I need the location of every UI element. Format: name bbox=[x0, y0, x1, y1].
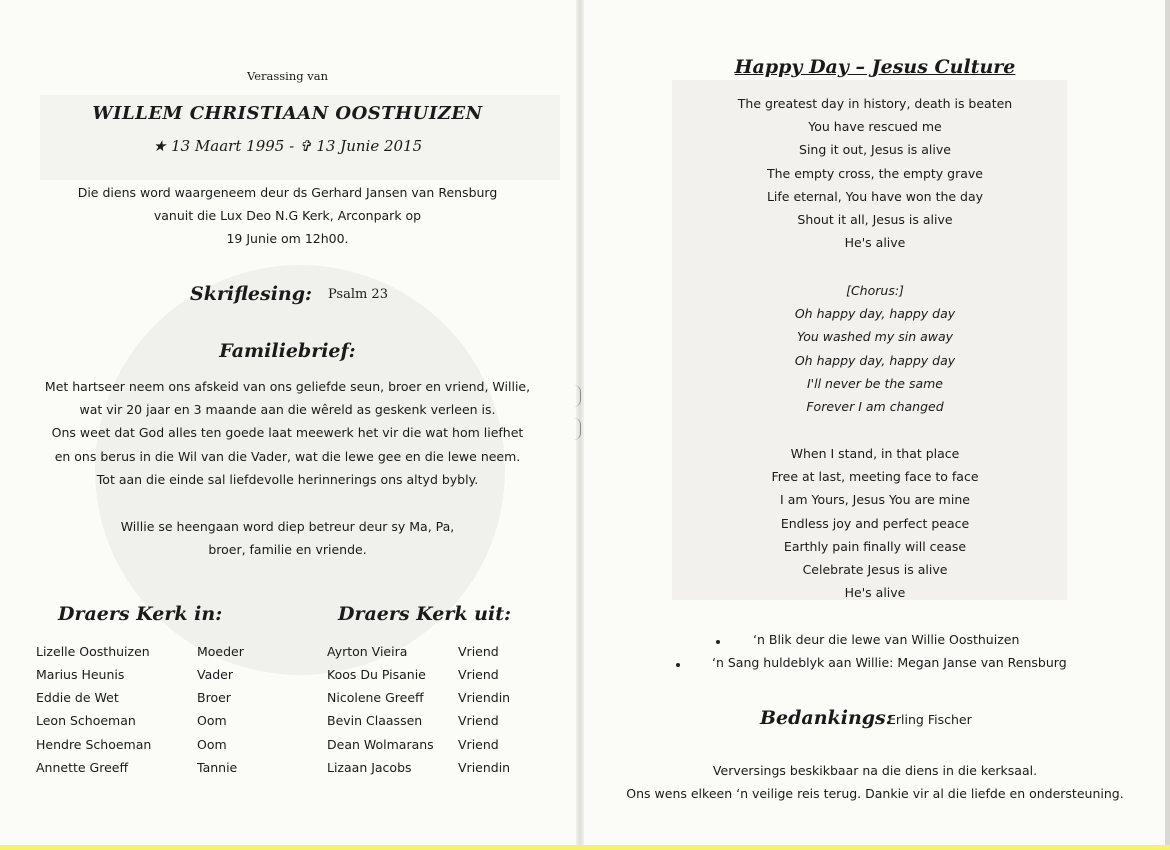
bearer-out-name: Ayrton Vieira bbox=[327, 644, 408, 659]
bullet-icon bbox=[716, 640, 720, 644]
letter-line: Tot aan die einde sal liefdevolle herinnerings ons altyd bybly. bbox=[96, 471, 479, 487]
lyric-line: The greatest day in history, death is beaten bbox=[737, 96, 1013, 111]
lyric-line: I am Yours, Jesus You are mine bbox=[780, 492, 970, 508]
lyric-line: Life eternal, You have won the day bbox=[766, 188, 984, 204]
bearer-in-role: Moeder bbox=[197, 644, 244, 659]
thanks-heading: Bedankings: bbox=[760, 707, 893, 729]
bearer-in-role: Oom bbox=[197, 713, 227, 728]
lyric-line: Celebrate Jesus is alive bbox=[802, 562, 948, 578]
date-separator: - bbox=[289, 137, 295, 155]
lyric-line: I'll never be the same bbox=[807, 375, 943, 391]
bearer-out-role: Vriend bbox=[458, 667, 499, 682]
bearer-out-role: Vriend bbox=[458, 737, 499, 752]
bearer-out-name: Bevin Claassen bbox=[327, 713, 423, 728]
lyric-line: Oh happy day, happy day bbox=[794, 306, 956, 322]
service-info bbox=[0, 181, 575, 251]
letter-line: Ons weet dat God alles ten goede laat meewerk het vir die wat hom liefhet bbox=[51, 425, 524, 441]
service-line: 19 Junie om 12h00. bbox=[226, 231, 349, 247]
lyric-line: When I stand, in that place bbox=[790, 446, 960, 461]
deceased-name: WILLEM CHRISTIAAN OOSTHUIZEN bbox=[92, 103, 483, 124]
bearer-out-role: Vriendin bbox=[458, 760, 511, 775]
bearer-in-role: Tannie bbox=[197, 760, 238, 775]
cross-icon: ✞ bbox=[298, 137, 312, 155]
reading-value: Psalm 23 bbox=[328, 287, 388, 302]
bearers-out-heading: Draers Kerk uit: bbox=[338, 603, 512, 625]
service-line: vanuit die Lux Deo N.G Kerk, Arconpark op bbox=[153, 208, 422, 224]
bearer-out-role: Vriend bbox=[458, 713, 499, 728]
bearer-in-name: Marius Heunis bbox=[36, 667, 125, 682]
chorus-label: [Chorus:] bbox=[846, 283, 904, 298]
bearer-in-name: Hendre Schoeman bbox=[36, 737, 152, 752]
thanks-value: Erling Fischer bbox=[888, 712, 972, 727]
programme-item: ‘n Blik deur die lewe van Willie Oosthuizen bbox=[753, 632, 1020, 647]
lyric-line: The empty cross, the empty grave bbox=[766, 165, 984, 181]
bearer-out-name: Koos Du Pisanie bbox=[327, 667, 426, 682]
song-chorus bbox=[585, 279, 1165, 418]
lyric-line: He's alive bbox=[844, 585, 906, 601]
birth-date: 13 Maart 1995 bbox=[171, 137, 285, 155]
death-date: 13 Junie 2015 bbox=[316, 137, 423, 155]
letter-line: wat vir 20 jaar en 3 maande aan die wêreld as geskenk verleen is. bbox=[79, 402, 496, 418]
sheet-edge bbox=[1165, 0, 1170, 850]
song-verse-1 bbox=[585, 92, 1165, 254]
bearer-out-name: Lizaan Jacobs bbox=[327, 760, 412, 775]
bearer-in-name: Annette Greeff bbox=[36, 760, 129, 775]
closing-line: Ons wens elkeen ‘n veilige reis terug. Dankie vir al die liefde en ondersteuning. bbox=[626, 786, 1124, 802]
bearer-in-name: Leon Schoeman bbox=[36, 713, 136, 728]
service-line: Die diens word waargeneem deur ds Gerhard Jansen van Rensburg bbox=[77, 185, 498, 200]
bearer-out-name: Dean Wolmarans bbox=[327, 737, 434, 752]
lyric-line: He's alive bbox=[844, 235, 906, 251]
lyric-line: Free at last, meeting face to face bbox=[771, 469, 979, 485]
reading-heading: Skriflesing: bbox=[190, 283, 313, 305]
letter-line: Met hartseer neem ons afskeid van ons geliefde seun, broer en vriend, Willie, bbox=[44, 379, 531, 394]
lyric-line: Shout it all, Jesus is alive bbox=[797, 212, 953, 228]
right-page bbox=[585, 0, 1170, 850]
life-dates bbox=[0, 137, 575, 155]
bearers-in-heading: Draers Kerk in: bbox=[58, 603, 223, 625]
lyric-line: You washed my sin away bbox=[796, 329, 954, 345]
lyric-line: Sing it out, Jesus is alive bbox=[799, 142, 951, 158]
closing-notes bbox=[585, 759, 1165, 805]
bullet-icon bbox=[676, 663, 680, 667]
lyric-line: Forever I am changed bbox=[806, 399, 944, 415]
mourning-note bbox=[0, 515, 575, 561]
bearer-in-role: Oom bbox=[197, 737, 227, 752]
family-letter bbox=[0, 375, 575, 491]
bearer-out-role: Vriendin bbox=[458, 690, 511, 705]
song-verse-2 bbox=[585, 442, 1165, 604]
lyric-line: Oh happy day, happy day bbox=[794, 352, 956, 368]
song-title: Happy Day – Jesus Culture bbox=[734, 56, 1016, 78]
left-page bbox=[0, 0, 575, 850]
fold-mark bbox=[574, 418, 581, 440]
mourn-line: broer, familie en vriende. bbox=[208, 542, 367, 558]
lyric-line: You have rescued me bbox=[808, 119, 942, 135]
intro-text: Verassing van bbox=[246, 69, 329, 83]
bearer-in-role: Vader bbox=[197, 667, 234, 682]
lyric-line: Earthly pain finally will cease bbox=[783, 538, 967, 554]
bearer-in-name: Eddie de Wet bbox=[36, 690, 119, 705]
star-icon: ★ bbox=[152, 137, 167, 155]
lyric-line: Endless joy and perfect peace bbox=[780, 515, 970, 531]
bearer-out-name: Nicolene Greeff bbox=[327, 690, 424, 705]
letter-line: en ons berus in die Wil van die Vader, wat die lewe gee en die lewe neem. bbox=[54, 448, 521, 464]
bearer-out-role: Vriend bbox=[458, 644, 499, 659]
letter-heading: Familiebrief: bbox=[219, 340, 356, 362]
programme-item: ‘n Sang huldeblyk aan Willie: Megan Janse van Rensburg bbox=[712, 655, 1067, 670]
scan-edge bbox=[0, 845, 1170, 850]
bearer-in-role: Broer bbox=[197, 690, 231, 705]
closing-line: Verversings beskikbaar na die diens in die kerksaal. bbox=[712, 763, 1038, 778]
fold-mark bbox=[574, 385, 581, 407]
bearer-in-name: Lizelle Oosthuizen bbox=[36, 644, 150, 659]
mourn-line: Willie se heengaan word diep betreur deur sy Ma, Pa, bbox=[120, 519, 455, 534]
